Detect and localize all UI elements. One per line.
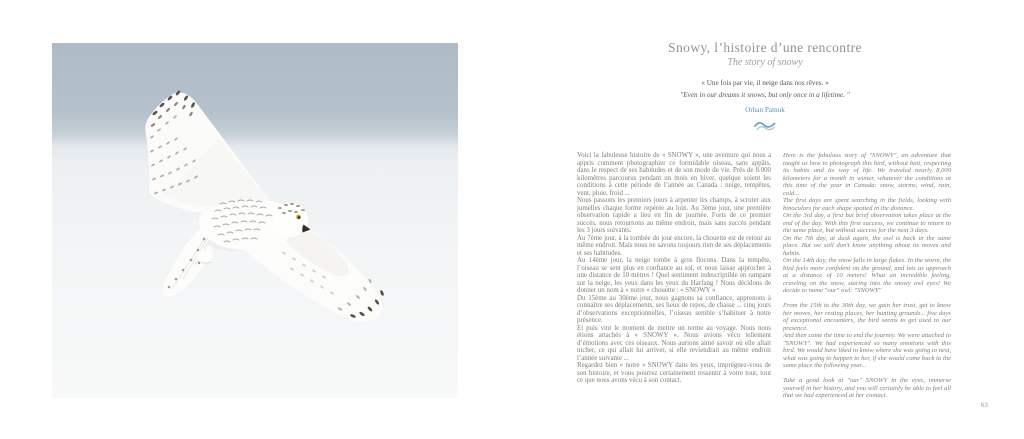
quote-english: "Even in our dreams it snows, but only once in a lifetime. " — [680, 90, 850, 99]
english-paragraph: On the 14th day, the snow falls in large flakes. In the storm, the bird feels more confident on the ground, and lets us approach at a distance of 10 meters! What an incredible feeling, crawling on the snow, staring into the snowy owl eyes! We decide to name "our" owl: "SNOWY" — [783, 257, 951, 294]
english-paragraph: Here is the fabulous story of "SNOWY", an adventure that taught us how to photograph this bird, without bait, respecting its habits and its way of life. We traveled nearly 8,000 kilometers for a month in winter, whatever the conditions at this time of the year in Canada: snow, storms, wind, rain, cold... — [783, 152, 951, 197]
owl-photo-graphic — [52, 43, 458, 398]
page-number: 63 — [980, 402, 988, 409]
french-paragraph: Au 7ème jour, à la tombée du jour encore, la chouette est de retour au même endroit. Mais nous ne savons toujours rien de ses déplacements et ses habitudes. — [577, 234, 771, 257]
quote-author: Orhan Pamuk — [745, 106, 785, 114]
english-paragraph: On the 3rd day, a first but brief observation takes place at the end of the day. With this first success, we continue to return to the same place, but without success for the next 3 days. — [783, 212, 951, 234]
french-column — [577, 152, 771, 385]
owl-photo — [52, 43, 458, 398]
english-paragraph: The first days are spent searching in the fields, looking with binoculars for each shape spotted in the distance. — [783, 197, 951, 212]
english-column — [783, 152, 951, 400]
french-paragraph: Regardez bien « notre » SNOWY dans les yeux, imprégnez-vous de son histoire, et vous pourrez certainement ressentir à votre tour, tout ce que nous avons vécu à son contact. — [577, 362, 771, 384]
page-title: Snowy, l’histoire d’une rencontre — [668, 40, 862, 55]
quote-french: « Une fois par vie, il neige dans nos rêves. » — [701, 79, 829, 87]
english-paragraph: Take a good look at "our" SNOWY in the eyes, immerse yourself in her history, and you will certainly be able to feel all that we had experienced at her contact. — [783, 377, 951, 399]
page-subtitle: The story of snowy — [727, 57, 803, 68]
wave-divider-icon — [553, 119, 977, 132]
french-paragraph: Nous passons les premiers jours à arpenter les champs, à scruter aux jumelles chaque forme repérée au loin. Au 3ème jour, une première observation rapide a lieu en fin de journée. Forts de ce premier succès, nous retournons au même endroit, mais sans succès pendant les 3 jours suivants. — [577, 197, 771, 234]
french-paragraph: Au 14ème jour, la neige tombe à gros flocons. Dans la tempête, l’oiseau se sent plus en confiance au sol, et nous laisse approcher à une distance de 10 mètres ! Quel sentiment indescriptible en rampant sur la neige, les yeux dans les yeux du Harfang ! Nous décidons de donner un nom à « notre » chouette : « SNOWY » — [577, 257, 771, 294]
french-paragraph: Et puis vint le moment de mettre un terme au voyage. Nous nous étions attachés à « SNOWY ». Nous avions vécu tellement d’émotions avec ces oiseaux. Nous aurions aimé savoir où elle allait nicher, ce qui allait lui arriver, si elle reviendrait au même endroit l’année suivante ... — [577, 324, 771, 362]
english-paragraph: From the 15th to the 30th day, we gain her trust, get to know her moves, her resting places, her hunting grounds... five days of exceptional encounters, the bird seems to get used to our presence. — [783, 302, 951, 332]
english-paragraph: On the 7th day, at dusk again, the owl is back in the same place. But we still don't know anything about its moves and habits. — [783, 234, 951, 257]
english-paragraph: And then came the time to end the journey. We were attached to "SNOWY". We had experienced so many emotions with this bird. We would have liked to know where she was going to nest, what was going to happen to her, if she would come back to the same place the following year... — [783, 332, 951, 369]
french-paragraph: Voici la fabuleuse histoire de « SNOWY », une aventure qui nous a appris comment photographier ce formidable oiseau, sans appâts, dans le respect de ses habitudes et de son mode de vie. Près de 8.000 kilomètres parcourus pendant un mois en hiver, quelque soient les conditions à cette période de l’année au Canada : neige, tempêtes, vent, pluie, froid ... — [577, 152, 771, 197]
french-paragraph: Du 15ème au 30ème jour, nous gagnons sa confiance, apprenons à connaître ses déplacements, ses lieux de repos, de chasse ... cinq jours d’observations exceptionnelles, l’oiseau semble s’habituer à notre présence. — [577, 294, 771, 324]
